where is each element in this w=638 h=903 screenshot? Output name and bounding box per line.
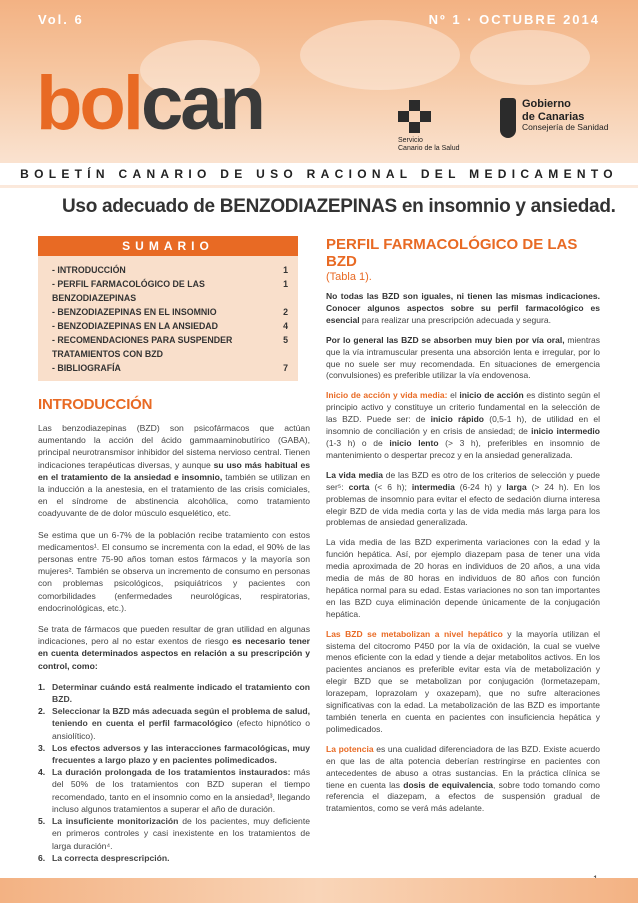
scs-logo <box>398 100 460 154</box>
footer-band <box>0 878 638 903</box>
summary-item-page: 2 <box>283 307 288 317</box>
intro-heading: INTRODUCCIÓN <box>38 396 153 413</box>
decorative-pill-shape <box>470 30 590 85</box>
summary-heading: SUMARIO <box>38 236 298 256</box>
introduction-section <box>38 396 310 864</box>
aspects-list <box>38 681 310 864</box>
intro-paragraph-3: Se trata de fármacos que pueden resultar de gran utilidad en algunas indicaciones, pero al no estar exentos de riesgo es necesario tener en cuenta determinados aspectos en relación a su prescripción y control, como: <box>38 624 310 671</box>
pharmacological-profile-section <box>326 236 600 815</box>
summary-item-page: 1 <box>283 265 288 275</box>
summary-item-page: 7 <box>283 363 288 373</box>
list-item: 4. La duración prolongada de los tratamientos instaurados: más del 50% de los tratamientos con BZD superan el tiempo recomendado, tanto en el insomnio como en la ansiedad³, llegando incluso algunos tratamientos a superar el año de duración. <box>38 767 310 814</box>
list-item: 6. La correcta desprescripción. <box>38 852 170 863</box>
profile-paragraph-5: La vida media de las BZD experimenta variaciones con la edad y la función hepática. Así, por ejemplo diazepam pasa de tener una vida media aproximada de 20 horas en individuos de 20 años, a una vida media de más de 80 horas en individuos de 80 años con función hepática normal para su edad. Estas variaciones no son tan importantes en las BZD cuya eliminación depende únicamente de la conjugación hepática. <box>326 537 600 619</box>
list-item: 1. Determinar cuándo está realmente indicado el tratamiento con BZD. <box>38 681 310 705</box>
summary-item-page: 5 <box>283 335 288 345</box>
profile-paragraph-7: La potencia es una cualidad diferenciadora de las BZD. Existe acuerdo en que las de alta potencia deberían restringirse en pacientes con antecedentes de abuso a otras sustancias. En la práctica clínica se tiene en cuenta las dosis de equivalencia, sobre todo tomando como referencia el diazepam, a efectos de suspensión gradual de tratamientos, como se verá más adelante. <box>326 743 600 814</box>
summary-item-label: - BIBLIOGRAFÍA <box>52 363 121 373</box>
list-item: 2. Seleccionar la BZD más adecuada según el problema de salud, teniendo en cuenta el perfil farmacológico (efecto hipnótico o ansiolítico). <box>38 706 310 741</box>
profile-table-ref: (Tabla 1). <box>326 271 372 283</box>
summary-item[interactable] <box>52 319 288 333</box>
summary-item-label: - BENZODIAZEPINAS EN LA ANSIEDAD <box>52 321 219 331</box>
intro-paragraph-1: Las benzodiazepinas (BZD) son psicofármacos que actúan aumentando la acción del ácido gammaaminobutírico (GABA), principal neurotransmisor inhibidor del sistema nervioso central. Tienen indicaciones terapéuticas diversas, y aunque su uso más habitual es en el tratamiento de la ansiedad e insomnio, también se utilizan en la inducción a la anestesia, en el tratamiento de las crisis comiciales, en el síndrome de abstinencia alcohólica, como tratamiento coadyuvante de de dolor músculo esquelético, etc. <box>38 423 311 519</box>
profile-paragraph-1: No todas las BZD son iguales, ni tienen las mismas indicaciones. Conocer algunos aspectos sobre su perfil farmacológico es esencial para realizar una prescripción adecuada y segura. <box>326 291 600 325</box>
profile-paragraph-4: La vida media de las BZD es otro de los criterios de selección y puede ser⁵: corta (< 6 h); intermedia (6-24 h) y larga (> 24 h). En los problemas de insomnio para evitar el efecto de sedación diurna interesa elegir BZD de vida media corta y las de vida media más larga para los problemas de ansiedad generalizada. <box>326 469 601 528</box>
summary-item[interactable] <box>52 333 288 361</box>
issue-label: Nº 1 · OCTUBRE 2014 <box>428 12 600 27</box>
scs-line1: Servicio <box>398 137 423 144</box>
bolcan-logo <box>36 61 263 146</box>
summary-item[interactable] <box>52 263 288 277</box>
profile-heading: PERFIL FARMACOLÓGICO DE LAS BZD <box>326 236 578 270</box>
profile-paragraph-3: Inicio de acción y vida media: el inicio de acción es distinto según el principio activo y constituye un criterio fundamental en la selección de las BZD. Puede ser: de inicio rápido (0,5-1 h), de utilidad en el insomnio de conciliación y en crisis de ansiedad; de inicio intermedio (1-3 h) o de inicio lento (> 3 h), preferibles en insomnio de mantenimiento o despertar precoz y en la ansiedad generalizada. <box>326 390 600 460</box>
decorative-pill-shape <box>300 20 460 90</box>
gobierno-canarias-logo <box>500 98 608 138</box>
summary-item[interactable] <box>52 305 288 319</box>
list-item: 3. Los efectos adversos y las interacciones farmacológicas, muy frecuentes a largo plazo y en pacientes polimedicados. <box>38 742 310 766</box>
bulletin-subtitle-band: BOLETÍN CANARIO DE USO RACIONAL DEL MEDICAMENTO <box>0 163 638 185</box>
summary-item[interactable] <box>52 277 288 305</box>
summary-box <box>38 236 298 381</box>
logo-part-can: can <box>140 61 263 146</box>
scs-cross-icon <box>398 100 432 134</box>
logo-part-bol: bol <box>36 61 141 146</box>
profile-paragraph-6: Las BZD se metabolizan a nivel hepático y la mayoría utilizan el sistema del citocromo P450 por la vía de oxidación, la cual se vuelve menos eficiente con la edad y tiende a dejar metabolitos activos. En los pacientes ancianos es preferible evitar esta vía de metabolización y elegir BZD que se metabolizan por conjugación (lormetazepam, lorazepam, loprazolam y oxazepam), que no sufre alteraciones significativas con la edad. La metabolización de las BZD es importante también tenerla en cuenta en pacientes con insuficiencia hepática y polimedicados. <box>326 628 600 734</box>
summary-item-page: 1 <box>283 279 288 289</box>
shield-icon <box>500 98 516 138</box>
gob-line3: Consejería de Sanidad <box>522 122 609 133</box>
profile-paragraph-2: Por lo general las BZD se absorben muy bien por vía oral, mientras que la vía intramuscular presenta una absorción lenta e irregular, por lo que no suele ser muy recomendada. En situaciones de emergencia (convulsiones) es preferible utilizar la vía endovenosa. <box>326 334 600 381</box>
summary-item-label: - PERFIL FARMACOLÓGICO DE LAS BENZODIAZEPINAS <box>52 279 205 303</box>
summary-item-page: 4 <box>283 321 288 331</box>
summary-list <box>38 256 298 375</box>
intro-paragraph-2: Se estima que un 6-7% de la población recibe tratamiento con estos medicamentos¹. El consumo se incrementa con la edad, el 90% de las personas entre 75-90 años toman estos fármacos y la mayoría son mujeres². También se observa un incremento de consumo en personas con problemas psicológicos, psiquiátricos y pacientes con comorbilidades (enfermedades neurológicas, respiratorias, endocrinológicas, etc.). <box>38 529 310 613</box>
page-title: Uso adecuado de BENZODIAZEPINAS en insomnio y ansiedad. <box>62 196 616 217</box>
scs-line2: Canario de la Salud <box>398 145 460 153</box>
summary-item[interactable] <box>52 361 288 375</box>
gob-line2: de Canarias <box>522 110 585 123</box>
gob-line1: Gobierno <box>522 98 571 110</box>
masthead <box>0 0 638 188</box>
volume-label: Vol. 6 <box>38 12 84 27</box>
summary-item-label: - BENZODIAZEPINAS EN EL INSOMNIO <box>52 307 217 317</box>
summary-item-label: - RECOMENDACIONES PARA SUSPENDER TRATAMIENTOS CON BZD <box>52 335 233 359</box>
list-item: 5. La insuficiente monitorización de los pacientes, muy deficiente en primeros controles y casi inexistente en los tratamientos de larga duración⁴. <box>38 816 311 851</box>
summary-item-label: - INTRODUCCIÓN <box>52 265 126 275</box>
